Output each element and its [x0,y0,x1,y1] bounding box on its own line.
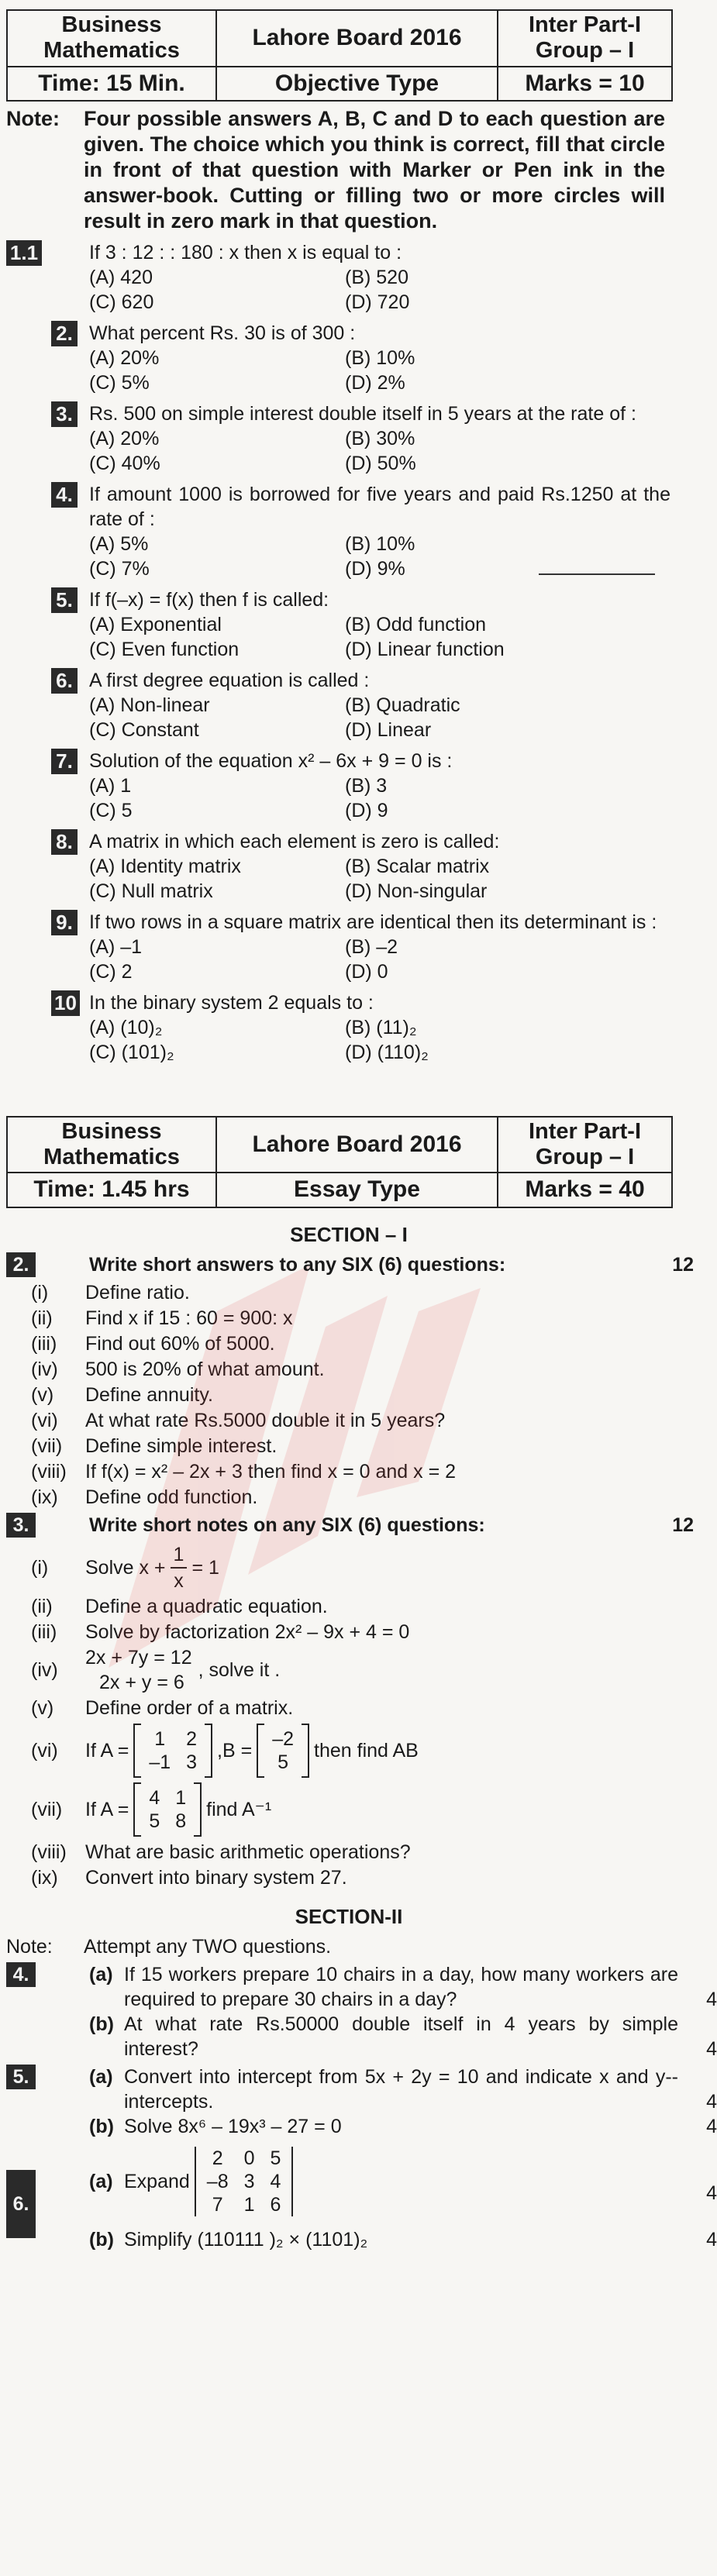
mcq-item [0,240,670,315]
mcq-stem: In the binary system 2 equals to : [89,991,374,1014]
mcq-number: 5. [51,587,78,613]
mcq-stem: Solution of the equation x² – 6x + 9 = 0 is : [89,749,453,772]
option-a: (A) 20% [89,346,160,369]
option-d: (D) 720 [345,291,410,313]
objective-header-table [6,9,673,102]
option-d: (D) 9 [345,799,388,821]
q3-item: (ii) Define a quadratic equation. [31,1596,328,1618]
option-a: (A) Non-linear [89,694,210,716]
mcq-stem: What percent Rs. 30 is of 300 : [89,322,356,344]
q3-item: (ix) Convert into binary system 27. [31,1867,347,1889]
type-cell: Essay Type [216,1173,498,1207]
option-b: (B) 520 [345,266,408,288]
mcq-number: 9. [51,910,78,935]
question-number: 3. [6,1513,36,1538]
mcq-stem: If two rows in a square matrix are identical then its determinant is : [89,911,657,933]
determinant: 2 0 5 –8 3 4 7 1 6 [195,2147,294,2216]
option-c: (C) Null matrix [89,880,213,902]
question-5: 5. (a) Convert into intercept from 5x + 2y = 10 and indicate x and y-- intercepts. 4 (b) Solve 8x⁶ – 19x³ – 27 = 0 4 [0,2065,678,2139]
question-heading-text: Write short notes on any SIX (6) questions: [89,1514,485,1537]
mcq-item [0,321,670,395]
note-label: Note: [6,107,60,131]
subject-cell: Business Mathematics [7,1117,216,1173]
option-d: (D) 9% [345,557,405,580]
option-a: (A) 420 [89,266,153,288]
option-a: (A) Exponential [89,613,222,635]
question-3-heading [0,1513,694,1538]
q2-item: (v) Define annuity. [31,1384,213,1407]
mcq-number: 1.1 [6,240,42,266]
mcq-number: 10 [51,990,80,1016]
q3-item: (vi) If A = 1 2 –1 3 ,B = –2 5 then find AB [31,1724,659,1778]
option-a: (A) 5% [89,532,149,555]
option-a: (A) –1 [89,935,143,958]
option-b: (B) Scalar matrix [345,855,490,877]
option-b: (B) 30% [345,427,415,449]
option-c: (C) 620 [89,291,154,313]
type-cell: Objective Type [216,67,498,101]
section-2-note: Note: Attempt any TWO questions. [6,1936,332,1958]
option-b: (B) –2 [345,935,398,958]
question-6: 6. (a) Expand 2 0 5 –8 3 4 7 1 6 4 (b) Simplify (110111 )₂ × (1101)₂ 4 [0,2147,678,2252]
fraction: $\frac{1}{x}$ [171,1542,188,1593]
q2-item: (viii) If f(x) = x² – 2x + 3 then find x = 0 and x = 2 [31,1461,457,1483]
board-cell: Lahore Board 2016 [216,10,498,67]
board-cell: Lahore Board 2016 [216,1117,498,1173]
option-b: (B) 10% [345,532,415,555]
matrix-a: 4 1 5 8 [133,1782,202,1837]
option-d: (D) 0 [345,960,388,983]
mcq-number: 3. [51,401,78,427]
mcq-number: 2. [51,321,78,346]
mcq-number: 6. [51,668,78,694]
time-cell: Time: 15 Min. [7,67,216,101]
q3-item: (viii) What are basic arithmetic operations? [31,1841,411,1864]
question-number: 2. [6,1252,36,1277]
option-d: (D) Linear [345,718,432,741]
option-c: (C) 40% [89,452,160,474]
question-heading-text: Write short answers to any SIX (6) questions: [89,1254,506,1276]
mcq-list [0,240,698,1065]
q2-item: (vi) At what rate Rs.5000 double it in 5 years? [31,1410,446,1432]
mcq-stem: Rs. 500 on simple interest double itself in 5 years at the rate of : [89,402,636,425]
mcq-item [0,401,670,476]
option-b: (B) Odd function [345,613,487,635]
q2-item: (iv) 500 is 20% of what amount. [31,1359,325,1381]
class-cell: Inter Part-I Group – I [498,10,672,67]
mcq-item [0,910,670,984]
option-c: (C) 5% [89,371,150,394]
question-marks: 12 [672,1254,694,1276]
mcq-item [0,749,670,823]
mcq-item [0,990,670,1065]
option-c: (C) Constant [89,718,199,741]
question-2-list [0,1280,698,1510]
option-c: (C) 7% [89,557,150,580]
q3-item: (i) Solve x + $\frac{1}{x}$ = 1 [31,1544,219,1593]
matrix-a: 1 2 –1 3 [133,1724,212,1778]
mcq-item [0,482,670,581]
question-2-heading [0,1252,694,1277]
option-b: (B) 3 [345,774,388,797]
option-d: (D) Linear function [345,638,505,660]
exam-paper-page [0,9,717,2576]
option-b: (B) Quadratic [345,694,460,716]
question-4: 4. (a) If 15 workers prepare 10 chairs in a day, how many workers are required to prepare 30 chairs in a day? 4 (b) At what rate Rs.50000 double itself in 4 years by simple interest? 4 [0,1962,678,2061]
section-1-title: SECTION – I [290,1222,408,1246]
option-d: (D) 2% [345,371,405,394]
mcq-stem: A first degree equation is called : [89,669,370,691]
marks-cell: Marks = 10 [498,67,672,101]
q2-item: (vii) Define simple interest. [31,1435,277,1458]
section-2-title: SECTION-II [295,1905,403,1929]
time-cell: Time: 1.45 hrs [7,1173,216,1207]
q3-item: (iii) Solve by factorization 2x² – 9x + 4 = 0 [31,1621,410,1644]
subject-cell: Business Mathematics [7,10,216,67]
q2-item: (ii) Find x if 15 : 60 = 900: x [31,1307,293,1330]
option-c: (C) 5 [89,799,133,821]
mcq-number: 8. [51,829,78,855]
option-a: (A) (10)₂ [89,1016,163,1038]
q2-item: (i) Define ratio. [31,1282,190,1304]
option-a: (A) 20% [89,427,160,449]
option-d: (D) (110)₂ [345,1041,429,1063]
mcq-number: 4. [51,482,78,508]
option-a: (A) Identity matrix [89,855,241,877]
option-b: (B) (11)₂ [345,1016,417,1038]
q3-item: (iv) 2x + 7y = 12 2x + y = 6 , solve it . [31,1647,281,1694]
matrix-b: –2 5 [257,1724,309,1778]
mcq-stem: If 3 : 12 : : 180 : x then x is equal to : [89,241,402,263]
class-cell: Inter Part-I Group – I [498,1117,672,1173]
note-text: Four possible answers A, B, C and D to each question are given. The choice which you think is correct, fill that circle in front of that question with Marker or Pen ink in the answer-book. Cutting or filling two or more circles will result in zero mark in that question. [84,107,665,232]
option-d: (D) Non-singular [345,880,488,902]
question-marks: 12 [672,1514,694,1537]
option-a: (A) 1 [89,774,132,797]
q2-item: (ix) Define odd function. [31,1486,258,1509]
q3-item: (v) Define order of a matrix. [31,1697,294,1720]
mcq-item [0,668,670,742]
mcq-item [0,587,670,662]
mcq-stem: If amount 1000 is borrowed for five years and paid Rs.1250 at the rate of : [89,483,670,530]
option-b: (B) 10% [345,346,415,369]
instructions-note [6,106,698,234]
option-c: (C) (101)₂ [89,1041,174,1063]
q3-item: (vii) If A = 4 1 5 8 find A⁻¹ [31,1782,659,1837]
q2-item: (iii) Find out 60% of 5000. [31,1333,275,1355]
option-d: (D) 50% [345,452,416,474]
mcq-stem: A matrix in which each element is zero is called: [89,830,500,852]
marks-cell: Marks = 40 [498,1173,672,1207]
essay-header-table [6,1116,673,1208]
option-c: (C) 2 [89,960,133,983]
mcq-stem: If f(–x) = f(x) then f is called: [89,588,329,611]
mcq-number: 7. [51,749,78,774]
option-c: (C) Even function [89,638,240,660]
mcq-item [0,829,670,904]
